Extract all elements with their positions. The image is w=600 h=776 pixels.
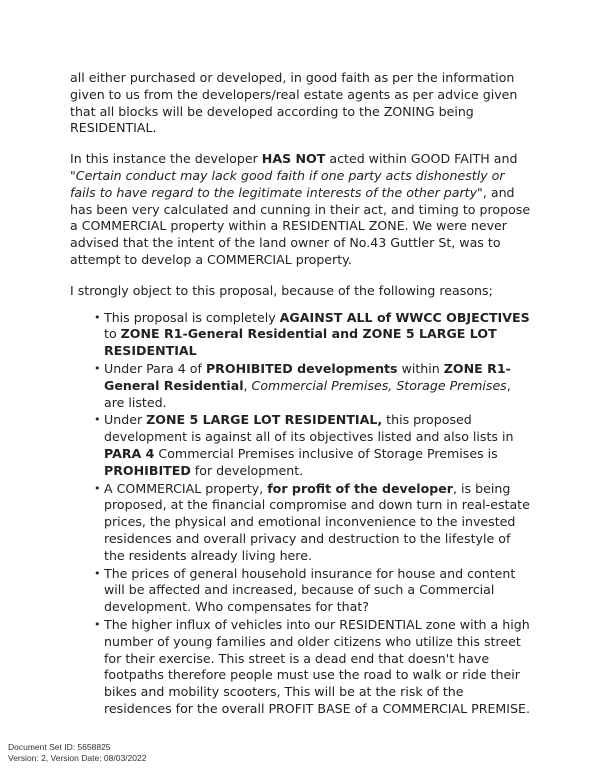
emphasis: ZONE 5 LARGE LOT RESIDENTIAL,: [146, 412, 383, 428]
emphasis: PARA 4: [104, 445, 155, 461]
emphasis: AGAINST ALL of WWCC OBJECTIVES: [279, 309, 530, 325]
text-run: to: [104, 326, 121, 342]
text-run: for development.: [190, 462, 304, 478]
text-run: ,: [243, 377, 252, 393]
text-run: In this instance the developer: [70, 151, 262, 167]
text-run: , and has been very calculated and cunning in their act, and timing to propose a COMMERCIAL property within a RESIDENTIAL ZONE. We were never advised that the intent of the land owner of No.43 Guttler St, was to attempt to develop a COMMERCIAL property.: [70, 184, 531, 267]
emphasis: ZONE R1-General Residential: [104, 360, 511, 393]
emphasis-has-not: HAS NOT: [261, 151, 326, 167]
text-run: this proposed development is against all of its objectives listed and also lists in: [104, 412, 514, 445]
list-item: [104, 361, 532, 411]
paragraph-objection-intro: I strongly object to this proposal, because of the following reasons;: [70, 282, 493, 298]
text-run: , is being proposed, at the financial compromise and down turn in real-estate prices, the physical and emotional inconvenience to the invested residences and overall privacy and destruction to the lifestyle of the residents already living here.: [104, 480, 530, 563]
emphasis: for profit of the developer: [267, 480, 454, 496]
paragraph-developer-conduct: [70, 151, 532, 269]
emphasis: ZONE R1-General Residential and ZONE 5 LARGE LOT RESIDENTIAL: [104, 326, 497, 359]
list-item: [104, 310, 532, 360]
list-item: • The prices of general household insurance for house and content will be affected and increased, because of such a Commercial development. Who compensates for that?: [104, 566, 532, 616]
version-info: Version: 2, Version Date: 08/03/2022: [8, 753, 147, 763]
list-item: • The higher influx of vehicles into our RESIDENTIAL zone with a high number of young families and older citizens who utilize this street for their exercise. This street is a dead end that doesn't have footpaths therefore people must use the road to walk or ride their bikes and mobility scooters, This will be at the risk of the residences for the overall PROFIT BASE of a COMMERCIAL PREMISE.: [104, 617, 532, 718]
document-set-id: Document Set ID: 5658825: [8, 742, 111, 752]
text-run: Under Para 4 of: [104, 360, 206, 376]
document-footer: [8, 742, 146, 764]
text-run: Commercial Premises inclusive of Storage Premises is: [154, 445, 498, 461]
text-run: , are listed.: [104, 377, 511, 410]
text-run: within: [397, 360, 444, 376]
list-item: [104, 481, 532, 565]
emphasis: PROHIBITED: [104, 462, 191, 478]
italic-run: Commercial Premises, Storage Premises: [251, 377, 507, 393]
list-item: [104, 412, 532, 479]
objection-reasons-list: [70, 310, 532, 718]
text-run: Under: [104, 412, 147, 428]
text-run: A COMMERCIAL property,: [104, 480, 268, 496]
text-run: This proposal is completely: [104, 309, 280, 325]
quote-good-faith-definition: "Certain conduct may lack good faith if one party acts dishonestly or fails to have regard to the legitimate interests of the other party": [70, 167, 505, 200]
text-run: acted within GOOD FAITH and: [325, 151, 518, 167]
paragraph-good-faith-context: all either purchased or developed, in good faith as per the information given to us from the developers/real estate agents as per advice given that all blocks will be developed according to the ZONING being RESIDENTIAL.: [70, 70, 518, 136]
document-body: [70, 70, 532, 719]
emphasis: PROHIBITED developments: [205, 360, 398, 376]
